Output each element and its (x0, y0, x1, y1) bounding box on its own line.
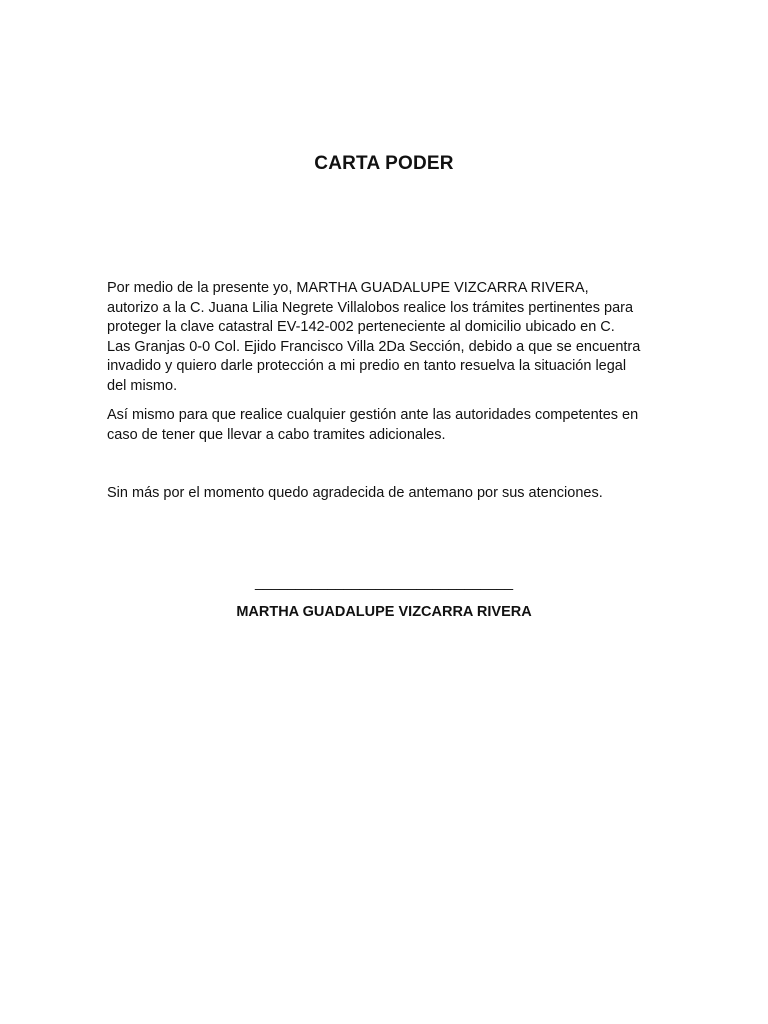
paragraph-additional-procedures: Así mismo para que realice cualquier gestión ante las autoridades competentes en caso de tener que llevar a cabo tramites adicionales. (107, 407, 639, 443)
signature-name: MARTHA GUADALUPE VIZCARRA RIVERA (236, 604, 532, 620)
paragraph-authorization: Por medio de la presente yo, MARTHA GUADALUPE VIZCARRA RIVERA, autorizo a la C. Juana Lilia Negrete Villalobos realice los trámites pertinentes para proteger la clave catastral EV-142-002 perteneciente al domicilio ubicado en C. Las Granjas 0-0 Col. Ejido Francisco Villa 2Da Sección, debido a que se encuentra invadido y quiero darle protección a mi predio en tanto resuelva la situación legal del mismo. (107, 280, 641, 394)
signature-line: ________________________________ (254, 575, 514, 591)
paragraph-closing: Sin más por el momento quedo agradecida de antemano por sus atenciones. (107, 485, 603, 501)
document-title: CARTA PODER (314, 153, 454, 174)
